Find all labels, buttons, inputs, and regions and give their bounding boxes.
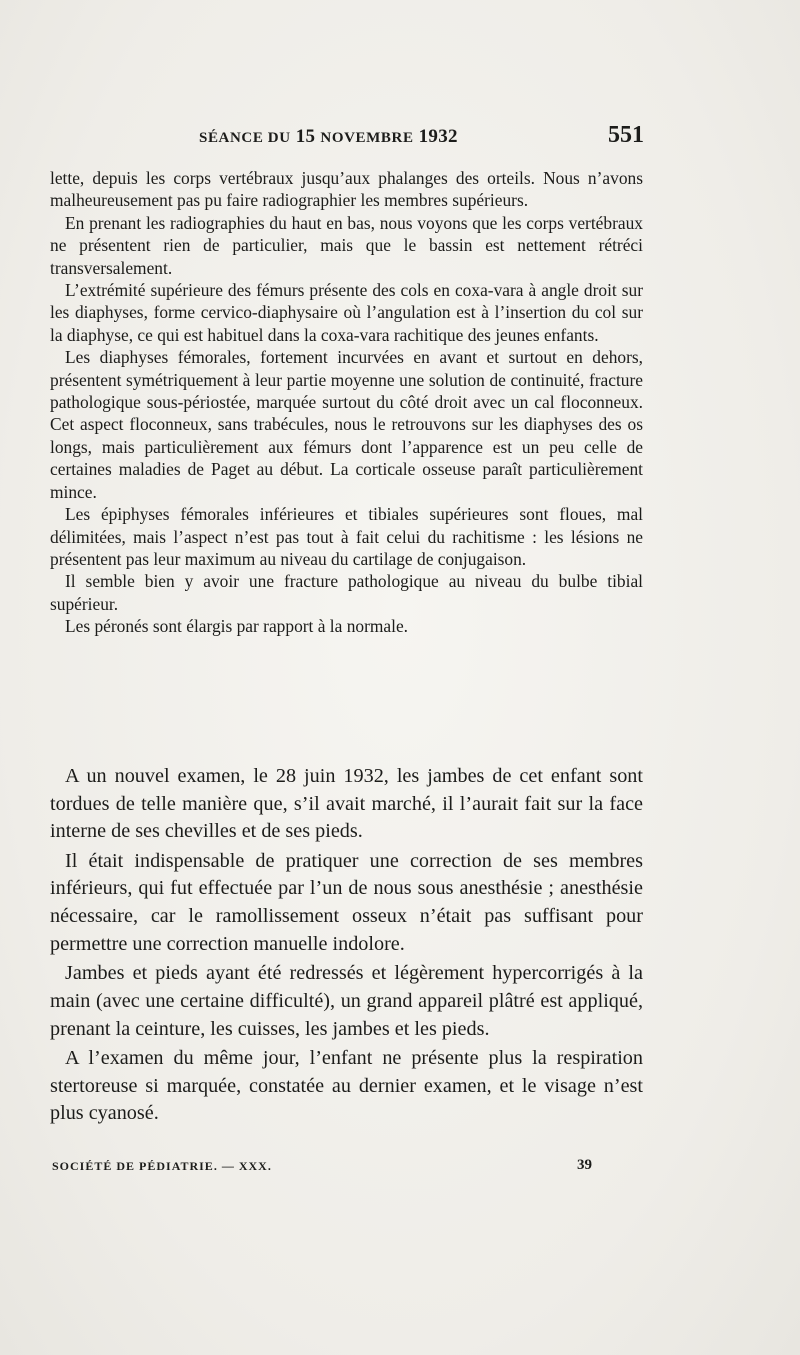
paragraph: Les épiphyses fémorales inférieures et tibiales supérieures sont floues, mal délimitées, mais l’aspect n’est pas tout à fait celui du rachitisme : les lésions ne présentent pas leur maximum au niveau du cartilage de conjugaison.	[50, 504, 643, 569]
paragraph: Les péronés sont élargis par rapport à la normale.	[65, 616, 409, 637]
paragraph: Les diaphyses fémorales, fortement incurvées en avant et surtout en dehors, présentent symétriquement à leur partie moyenne une solution de continuité, fracture pathologique sous-périostée, marquée surtout du côté droit avec un cal floconneux. Cet aspect floconneux, sans trabécules, nous le retrouvons sur les diaphyses des os longs, mais particulièrement aux fémurs dont l’apparence est un peu celle de certaines maladies de Paget au début. La corticale osseuse paraît particulièrement mince.	[50, 347, 643, 502]
paragraph: L’extrémité supérieure des fémurs présente des cols en coxa-vara à angle droit sur les diaphyses, forme cervico-diaphysaire où l’angulation est à l’insertion du col sur la diaphyse, ce qui est habituel dans la coxa-vara rachitique des jeunes enfants.	[50, 280, 643, 345]
journal-line: SOCIÉTÉ DE PÉDIATRIE. — XXX.	[52, 1159, 272, 1173]
title-month: NOVEMBRE	[320, 130, 414, 146]
page-footer	[52, 1157, 592, 1177]
small-print-section	[50, 167, 643, 638]
running-header	[52, 122, 644, 152]
signature-mark: 39	[577, 1157, 592, 1173]
title-day: 15	[295, 126, 316, 147]
paragraph: Il était indispensable de pratiquer une correction de ses membres inférieurs, qui fut effectuée par l’un de nous sous anesthésie ; anesthésie nécessaire, car le ramollissement osseux n’était pas suffisant pour permettre une correction manuelle indolore.	[50, 849, 643, 955]
paragraph: Il semble bien y avoir une fracture pathologique au niveau du bulbe tibial supérieur.	[50, 571, 643, 614]
paragraph: Jambes et pieds ayant été redressés et légèrement hypercorrigés à la main (avec une certaine difficulté), un grand appareil plâtré est appliqué, prenant la ceinture, les cuisses, les jambes et les pieds.	[50, 962, 643, 1040]
main-text-section	[50, 763, 643, 1130]
running-title	[199, 126, 458, 148]
paragraph: A un nouvel examen, le 28 juin 1932, les jambes de cet enfant sont tordues de telle manière que, s’il avait marché, il l’aurait fait sur la face interne de ses chevilles et de ses pieds.	[50, 765, 643, 843]
paragraph: A l’examen du même jour, l’enfant ne présente plus la respiration stertoreuse si marquée, constatée au dernier examen, et le visage n’est plus cyanosé.	[50, 1046, 643, 1125]
title-year: 1932	[418, 126, 458, 147]
page-number: 551	[608, 122, 644, 148]
title-prefix: SÉANCE DU	[199, 130, 291, 146]
paragraph: lette, depuis les corps vertébraux jusqu’aux phalanges des orteils. Nous n’avons malheureusement pas pu faire radiographier les membres supérieurs.	[50, 168, 643, 211]
paragraph: En prenant les radiographies du haut en bas, nous voyons que les corps vertébraux ne présentent rien de particulier, mais que le bassin est nettement rétréci transversalement.	[50, 212, 643, 278]
